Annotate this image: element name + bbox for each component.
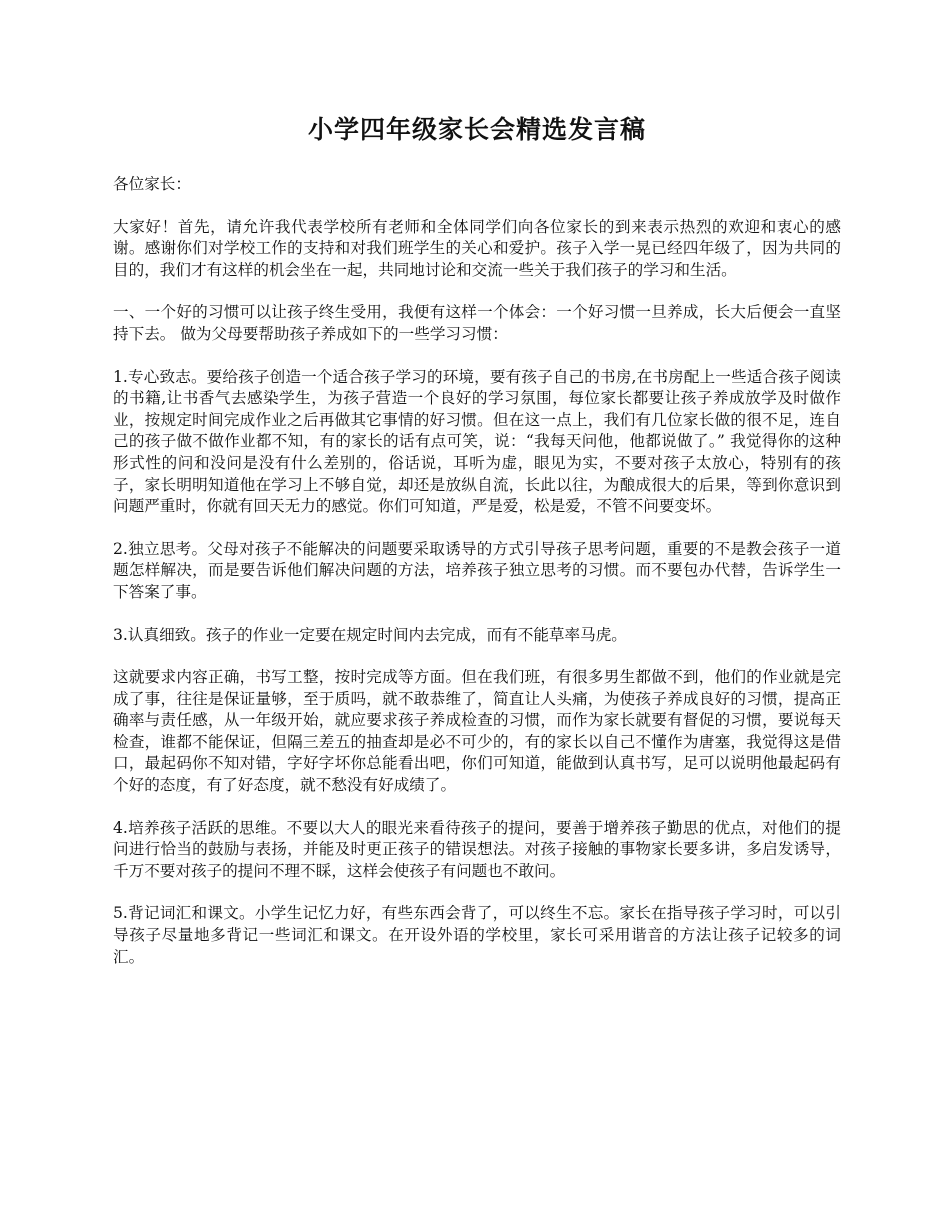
- habit-1-paragraph: 1.专心致志。要给孩子创造一个适合孩子学习的环境，要有孩子自己的书房,在书房配上一些适合孩子阅读的书籍,让书香气去感染学生，为孩子营造一个良好的学习氛围，每位家长都要让孩子养成放学及时做作业，按规定时间完成作业之后再做其它事情的好习惯。但在这一点上，我们有几位家长做的很不足，连自己的孩子做不做作业都不知，有的家长的话有点可笑，说：“我每天问他，他都说做了。” 我觉得你的这种形式性的问和没问是没有什么差别的，俗话说，耳听为虚，眼见为实，不要对孩子太放心，特别有的孩子，家长明明知道他在学习上不够自觉，却还是放纵自流，长此以往，为酿成很大的后果，等到你意识到问题严重时，你就有回天无力的感觉。你们可知道，严是爱，松是爱，不管不问要变坏。: [113, 367, 841, 516]
- greeting-paragraph: 各位家长：: [113, 175, 191, 193]
- habit-2-paragraph: 2.独立思考。父母对孩子不能解决的问题要采取诱导的方式引导孩子思考问题，重要的不是教会孩子一道题怎样解决，而是要告诉他们解决问题的方法，培养孩子独立思考的习惯。而不要包办代替，告诉学生一下答案了事。: [113, 539, 841, 601]
- document-page: [113, 112, 841, 989]
- intro-paragraph: 大家好！首先，请允许我代表学校所有老师和全体同学们向各位家长的到来表示热烈的欢迎和衷心的感谢。感谢你们对学校工作的支持和对我们班学生的关心和爱护。孩子入学一晃已经四年级了，因为共同的目的，我们才有这样的机会坐在一起，共同地讨论和交流一些关于我们孩子的学习和生活。: [113, 217, 841, 279]
- habit-4-paragraph: 4.培养孩子活跃的思维。不要以大人的眼光来看待孩子的提问，要善于增养孩子勤思的优点，对他们的提问进行恰当的鼓励与表扬，并能及时更正孩子的错误想法。对孩子接触的事物家长要多讲，多启发诱导，千万不要对孩子的提问不理不睬，这样会使孩子有问题也不敢问。: [113, 818, 841, 880]
- habit-5-paragraph: 5.背记词汇和课文。小学生记忆力好，有些东西会背了，可以终生不忘。家长在指导孩子学习时，可以引导孩子尽量地多背记一些词汇和课文。在开设外语的学校里，家长可采用谐音的方法让孩子记较多的词汇。: [113, 904, 841, 966]
- habits-intro-paragraph: 一、一个好的习惯可以让孩子终生受用，我便有这样一个体会：一个好习惯一旦养成，长大后便会一直坚持下去。 做为父母要帮助孩子养成如下的一些学习习惯：: [113, 303, 841, 343]
- document-title: 小学四年级家长会精选发言稿: [307, 115, 646, 144]
- habit-3-detail-paragraph: 这就要求内容正确，书写工整，按时完成等方面。但在我们班，有很多男生都做不到，他们的作业就是完成了事，往往是保证量够，至于质吗，就不敢恭维了，简直让人头痛，为使孩子养成良好的习惯，提高正确率与责任感，从一年级开始，就应要求孩子养成检查的习惯，而作为家长就要有督促的习惯，要说每天检查，谁都不能保证，但隔三差五的抽查却是必不可少的，有的家长以自己不懂作为唐塞，我觉得这是借口，最起码你不知对错，字好字坏你总能看出吧，你们可知道，能做到认真书写，足可以说明他最起码有个好的态度，有了好态度，就不愁没有好成绩了。: [113, 668, 841, 795]
- habit-3-paragraph: 3.认真细致。孩子的作业一定要在规定时间内去完成，而有不能草率马虎。: [113, 625, 627, 644]
